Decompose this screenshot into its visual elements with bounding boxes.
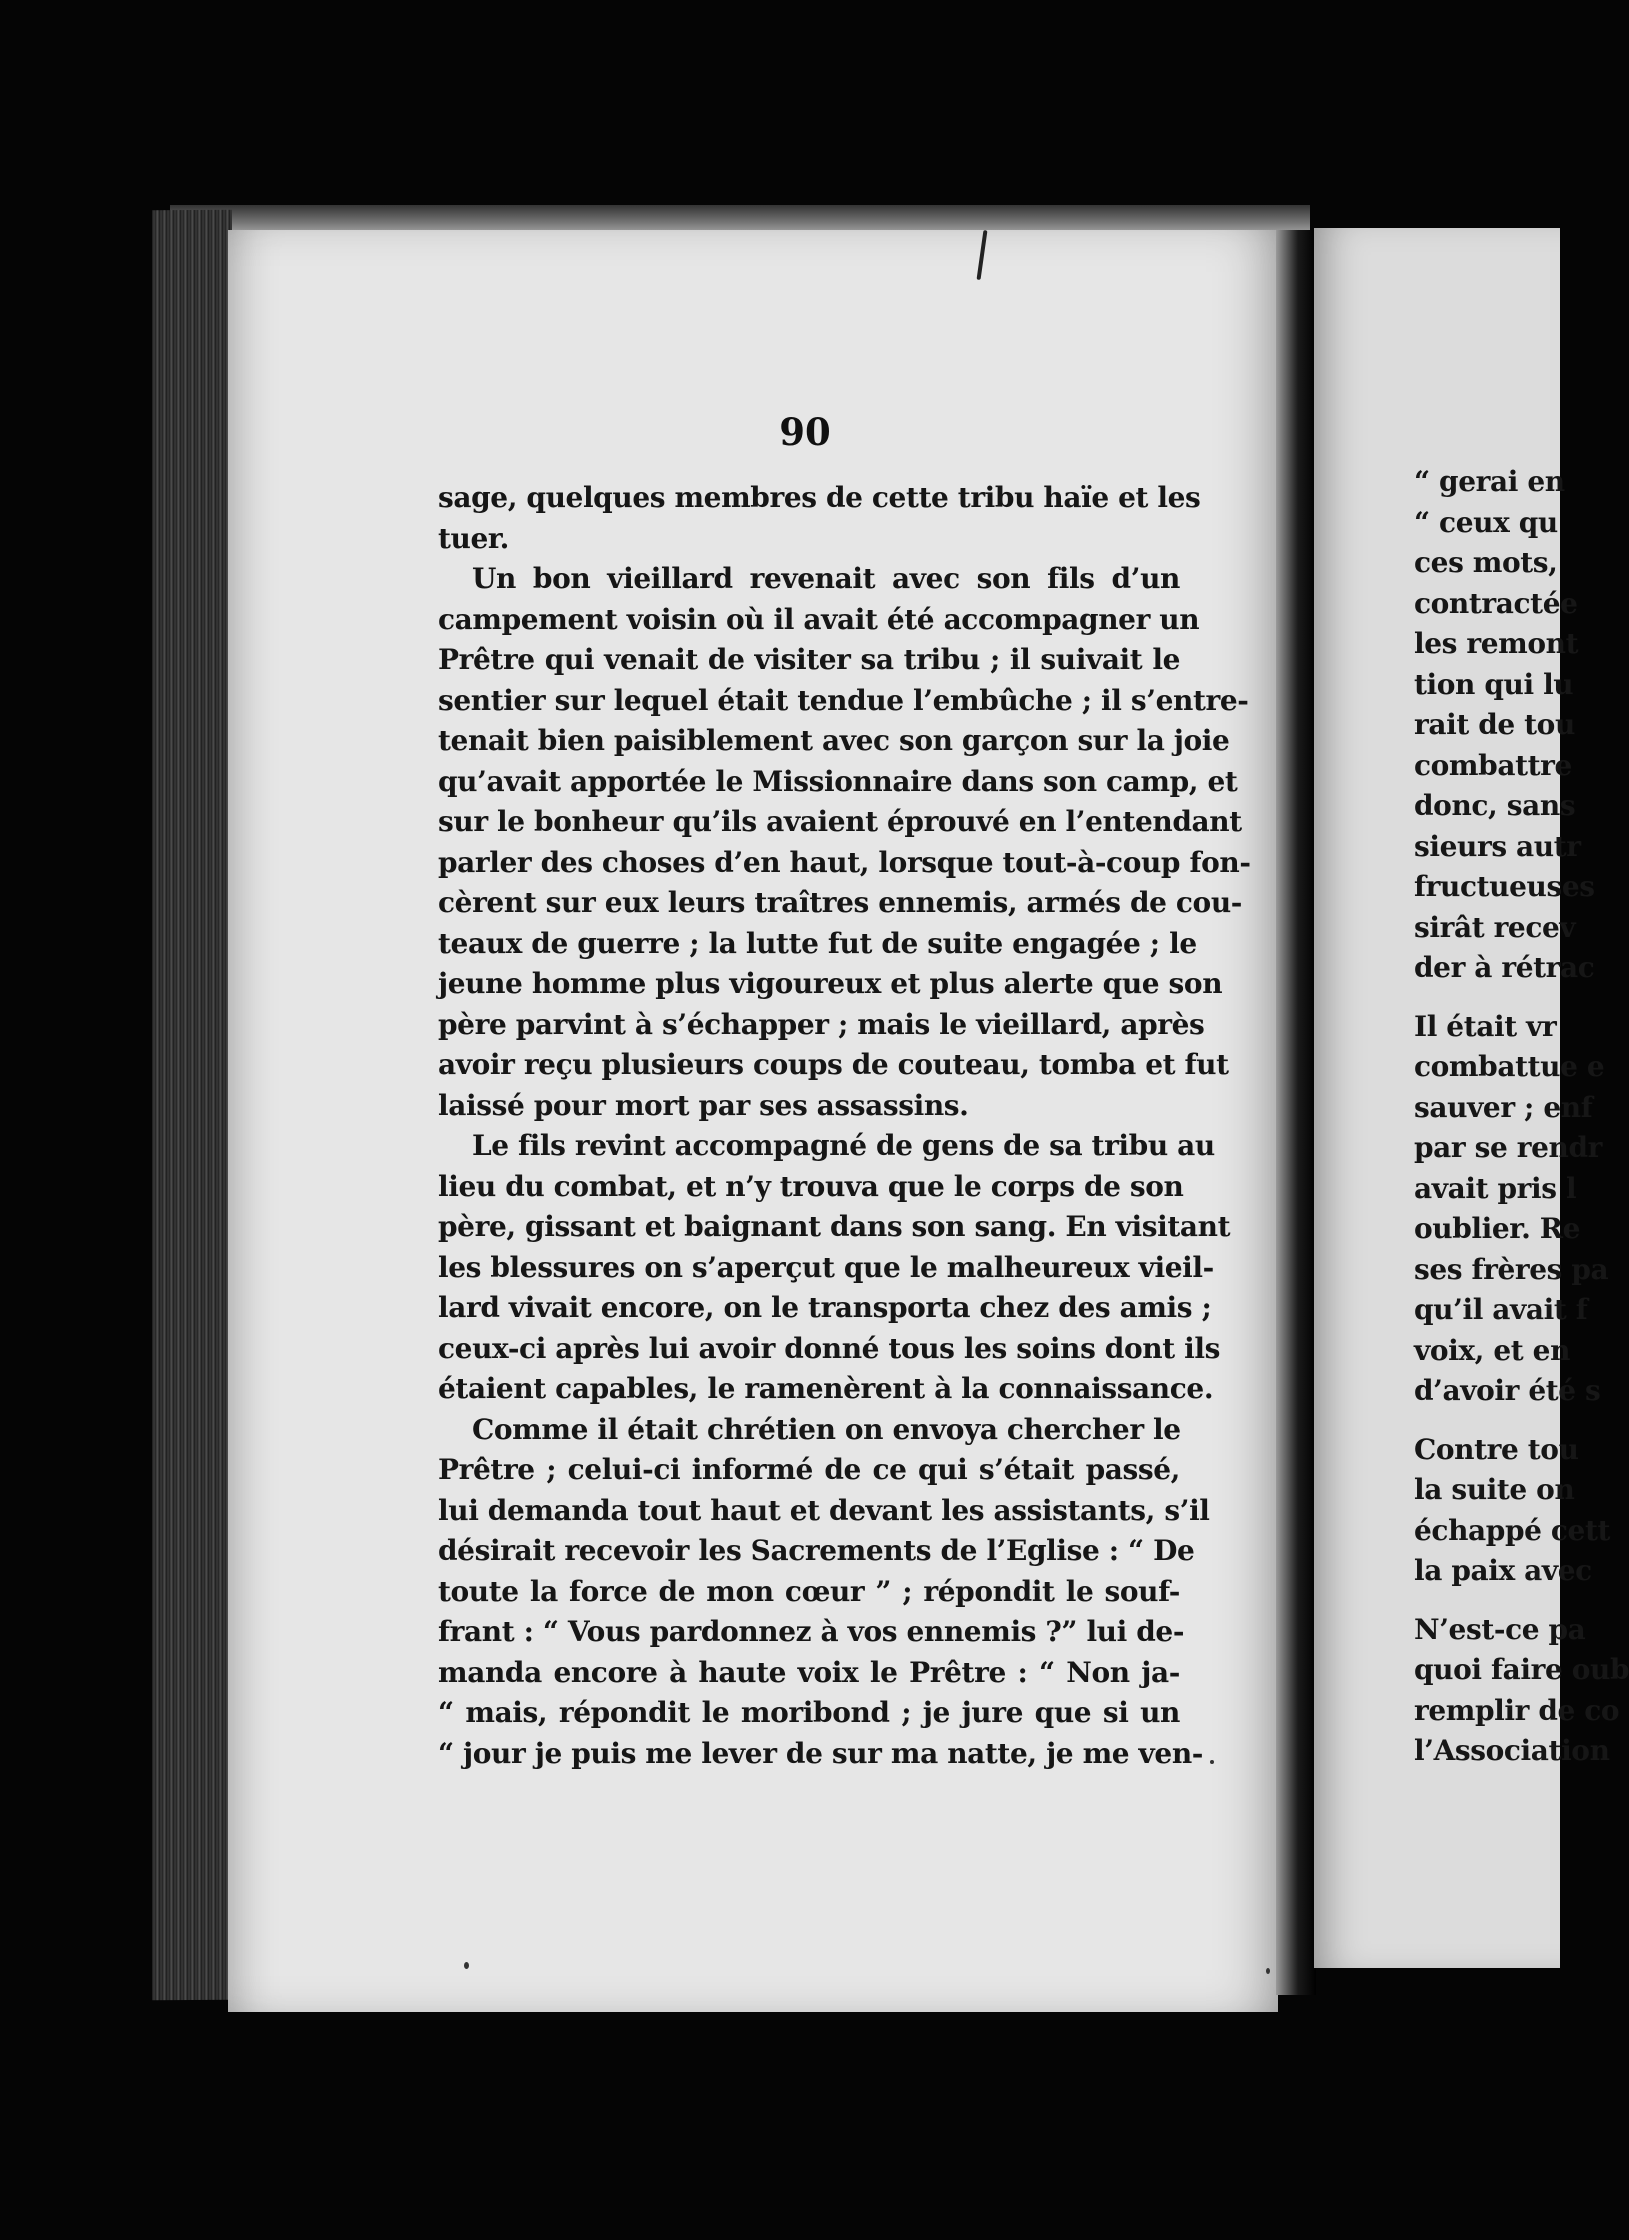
text-line: ces mots, [1414, 546, 1558, 579]
text-line: Prêtre qui venait de visiter sa tribu ; il suivait le [438, 643, 1180, 676]
text-line: sentier sur lequel était tendue l’embûche ; il s’entre- [438, 683, 1249, 717]
text-line: manda encore à haute voix le Prêtre : “ Non ja- [438, 1655, 1180, 1689]
text-line: les remont [1414, 627, 1579, 660]
text-line: avait pris l [1414, 1171, 1577, 1205]
text-line: “ gerai en [1414, 465, 1565, 498]
text-line: N’est-ce pa [1414, 1612, 1586, 1646]
text-line: laissé pour mort par ses assassins. [438, 1088, 969, 1122]
text-line: tenait bien paisiblement avec son garçon sur la joie [438, 724, 1230, 757]
text-line: voix, et en [1414, 1333, 1571, 1367]
text-line: tuer. [438, 521, 510, 555]
text-line: les blessures on s’aperçut que le malheureux vieil- [438, 1250, 1214, 1284]
text-line: oublier. Re [1414, 1212, 1581, 1245]
text-line: “ mais, répondit le moribond ; je jure que si un [438, 1696, 1180, 1729]
text-line: avoir reçu plusieurs coups de couteau, tomba et fut [438, 1048, 1229, 1081]
ink-speck [1210, 1760, 1214, 1764]
text-line: par se rendr [1414, 1131, 1603, 1164]
text-line: combattue e [1414, 1050, 1605, 1083]
text-line: Prêtre ; celui-ci informé de ce qui s’était passé, [438, 1453, 1180, 1486]
text-line: combattre [1414, 748, 1572, 782]
text-line: campement voisin où il avait été accompagner un [438, 602, 1200, 636]
text-line: qu’il avait f [1414, 1293, 1588, 1326]
text-line: cèrent sur eux leurs traîtres ennemis, armés de cou- [438, 886, 1243, 919]
text-line: père, gissant et baignant dans son sang. En visitant [438, 1210, 1231, 1243]
text-line: tion qui lu [1414, 667, 1574, 701]
text-line: jeune homme plus vigoureux et plus alerte que son [438, 967, 1223, 1000]
text-line: sur le bonheur qu’ils avaient éprouvé en l’entendant [438, 805, 1242, 838]
text-line: contractée [1414, 586, 1578, 620]
text-line: rait de tou [1414, 708, 1575, 741]
text-line: donc, sans [1414, 789, 1576, 822]
text-line: l’Association [1414, 1734, 1610, 1767]
text-line: lieu du combat, et n’y trouva que le corps de son [438, 1169, 1184, 1203]
text-line: Le fils revint accompagné de gens de sa tribu au [472, 1129, 1215, 1162]
text-line: teaux de guerre ; la lutte fut de suite engagée ; le [438, 926, 1197, 960]
ink-speck [1266, 1968, 1270, 1974]
left-page-body-text [438, 478, 1251, 1774]
page-block-left-edge [152, 210, 232, 2001]
text-line: parler des choses d’en haut, lorsque tout-à-coup fon- [438, 845, 1251, 879]
text-line: désirait recevoir les Sacrements de l’Eglise : “ De [438, 1534, 1195, 1567]
text-line: ceux-ci après lui avoir donné tous les soins dont ils [438, 1331, 1220, 1365]
text-line: “ ceux qu [1414, 505, 1558, 539]
text-line: la paix avec [1414, 1554, 1592, 1587]
ink-speck [464, 1962, 469, 1969]
text-line: sieurs autr [1414, 829, 1581, 863]
text-line: Contre tou [1414, 1432, 1579, 1466]
page-number: 90 [779, 410, 831, 454]
text-line: fructueuses [1414, 870, 1595, 903]
text-line: échappé cett [1414, 1513, 1611, 1547]
text-line: ses frères pa [1414, 1252, 1609, 1286]
text-line: der à rétrac [1414, 951, 1595, 984]
text-line: qu’avait apportée le Missionnaire dans son camp, et [438, 764, 1238, 798]
text-line: étaient capables, le ramenèrent à la connaissance. [438, 1372, 1214, 1405]
text-line: sauver ; enf [1414, 1090, 1593, 1124]
text-line: lard vivait encore, on le transporta chez des amis ; [438, 1291, 1212, 1324]
text-line: remplir de co [1414, 1693, 1620, 1727]
text-line: d’avoir été s [1414, 1374, 1601, 1407]
book-gutter [1276, 230, 1316, 1995]
text-line: frant : “ Vous pardonnez à vos ennemis ?” lui de- [438, 1615, 1185, 1648]
text-line: quoi faire oub [1414, 1653, 1629, 1686]
text-line: père parvint à s’échapper ; mais le vieillard, après [438, 1007, 1205, 1041]
text-line: “ jour je puis me lever de sur ma natte, je me ven- [438, 1736, 1204, 1770]
text-line: Un bon vieillard revenait avec son fils d’un [472, 562, 1180, 595]
text-line: Comme il était chrétien on envoya chercher le [472, 1412, 1181, 1446]
text-line: lui demanda tout haut et devant les assistants, s’il [438, 1493, 1210, 1527]
text-line: Il était vr [1414, 1009, 1557, 1043]
text-line: la suite on [1414, 1473, 1575, 1506]
text-line: sage, quelques membres de cette tribu haïe et les [438, 481, 1201, 514]
text-line: sirât recev [1414, 910, 1576, 944]
text-line: toute la force de mon cœur ” ; répondit le souf- [438, 1574, 1180, 1608]
right-page-body-text [1414, 462, 1629, 1772]
